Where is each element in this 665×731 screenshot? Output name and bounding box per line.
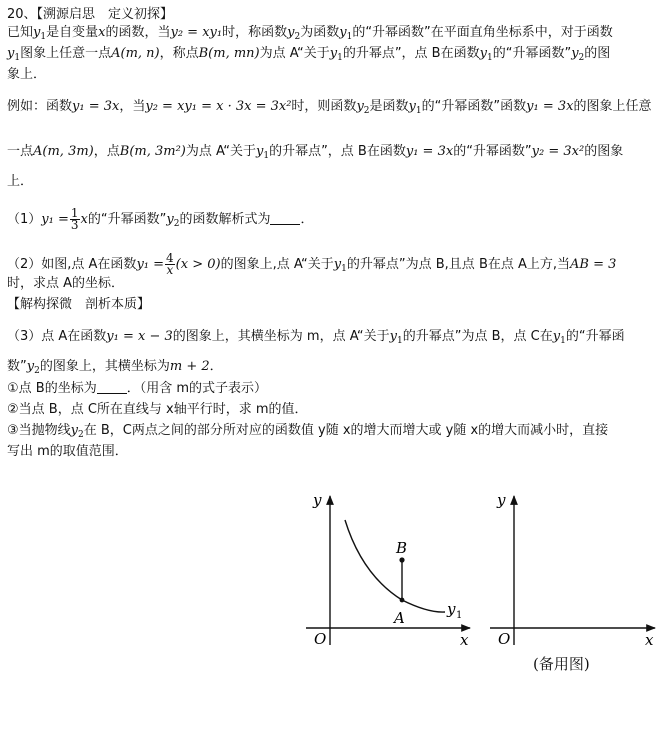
text: 的图象上，其横坐标为 [39, 359, 170, 374]
text: 时，求点 A的坐标． [7, 276, 125, 291]
text: 的“升幂函 [565, 329, 625, 344]
text: ①点 B的坐标为 [7, 381, 97, 396]
math-point-a: A(m, n) [111, 46, 160, 61]
sub-2: 2 [578, 53, 585, 63]
math-m-plus-2: m + 2 [169, 359, 210, 374]
text: ②当点 B，点 C所在直线与 x轴平行时，求 m的值． [7, 402, 308, 417]
main-figure [306, 491, 470, 649]
math-y2-def: y₂ = xy₁ [170, 25, 223, 40]
sub-1: 1 [40, 32, 47, 42]
text: ③当抛物线 [7, 423, 71, 438]
math-x: x [98, 25, 106, 40]
sub-2: 2 [294, 32, 301, 42]
sub-1: 1 [346, 32, 353, 42]
sub-2: 2 [363, 106, 370, 116]
math-y1: y [389, 329, 398, 344]
math-condition: (x > 0) [175, 257, 221, 272]
text: 时，则函数 [291, 99, 357, 114]
text: 上． [7, 174, 34, 189]
label-x: x [460, 631, 469, 649]
math-point-b: B(m, 3m²) [119, 144, 186, 159]
math-y2: y [356, 99, 364, 114]
numerator: 4 [166, 251, 174, 265]
text: 的图象 [584, 144, 624, 159]
math-y1: y [7, 46, 15, 61]
math-y1-example: y₁ = 3x [405, 144, 454, 159]
text: 的图象上，其横坐标为 m，点 A“关于 [172, 329, 390, 344]
label-y: y [497, 491, 506, 509]
text: ．（用含 m的式子表示） [126, 381, 268, 396]
text: 的升幂点”，点 B在函数 [269, 144, 406, 159]
text: 象上． [7, 67, 47, 82]
math-point-b: B(m, mn) [198, 46, 260, 61]
sub-1: 1 [397, 336, 403, 346]
math-y1: y [255, 144, 264, 159]
section-title: 【解构探微 剖析本质】 [7, 297, 151, 312]
label-origin: O [314, 630, 327, 648]
point-a [400, 598, 405, 603]
label-a: A [394, 609, 405, 627]
text: 数” [7, 359, 27, 374]
text: 的升幂点”为点 B，点 C在 [402, 329, 553, 344]
text: 的“升幂函数” [492, 46, 572, 61]
spare-figure [490, 491, 655, 649]
label-origin: O [498, 630, 511, 648]
label-b: B [396, 539, 408, 557]
math-y1: y [339, 25, 347, 40]
spare-figure-caption: (备用图) [533, 655, 590, 673]
sub-1: 1 [486, 53, 493, 63]
math-y1-eq: y₁ = [136, 257, 165, 272]
text: 写出 m的取值范围． [7, 444, 128, 459]
math-y2: y [70, 423, 79, 438]
math-y2: y [26, 359, 35, 374]
math-y2-result: y₂ = 3x² [531, 144, 585, 159]
text: 的图象上,点 A“关于 [220, 257, 334, 272]
math-x: x [80, 212, 88, 227]
text: 的函数，当 [105, 25, 171, 40]
text: ． [300, 212, 314, 227]
text: （2）如图,点 A在函数 [7, 257, 137, 272]
math-y1-example: y₁ = 3x [72, 99, 120, 114]
sub-2: 2 [173, 219, 180, 229]
text: 时，称函数 [222, 25, 288, 40]
text: 的函数解析式为 [179, 212, 271, 227]
text: 的“升幂函数” [453, 144, 532, 159]
numerator: 1 [70, 206, 79, 220]
text: （1） [7, 212, 42, 227]
text: 例如：函数 [7, 99, 73, 114]
text: 为函数 [300, 25, 340, 40]
label-x: x [645, 631, 654, 649]
text: 的“升幂函数” [87, 212, 167, 227]
math-y2: y [166, 212, 174, 227]
point-b [399, 557, 404, 562]
sub-1: 1 [263, 151, 270, 161]
denominator: x [166, 263, 174, 277]
math-y1: y [408, 99, 416, 114]
question-number: 20、 [7, 7, 37, 22]
text: （3）点 A在函数 [7, 329, 107, 344]
sub-1: 1 [337, 53, 343, 63]
math-y2: y [287, 25, 295, 40]
text: 是自变量 [46, 25, 99, 40]
text: 图象上任意一点 [20, 46, 112, 61]
sub-2: 2 [34, 366, 40, 376]
curve-y1 [345, 520, 445, 612]
math-y1: y [33, 25, 41, 40]
text: ． [209, 359, 223, 374]
text: 的升幂点”，点 B在函数 [342, 46, 480, 61]
text: 的图象上任意 [573, 99, 652, 114]
text: 的“升幂函数”函数 [421, 99, 527, 114]
sub-1: 1 [560, 336, 566, 346]
label-curve: y [447, 600, 456, 618]
section-title: 【溯源启思 定义初探】 [36, 7, 174, 22]
math-y1-eq: y₁ = [41, 212, 69, 227]
math-ab: AB = 3 [570, 257, 617, 272]
math-y2-example: y₂ = xy₁ = x · 3x = 3x² [145, 99, 292, 114]
text: ，当 [119, 99, 146, 114]
text: 是函数 [369, 99, 409, 114]
text: 为点 A“关于 [259, 46, 330, 61]
sub-2: 2 [78, 430, 84, 440]
text: 已知 [7, 25, 34, 40]
math-point-a: A(m, 3m) [33, 144, 94, 159]
sub-1: 1 [341, 264, 347, 274]
math-y1: y [479, 46, 487, 61]
sub-1: 1 [415, 106, 422, 116]
text: 的图 [584, 46, 611, 61]
sub-1: 1 [14, 53, 21, 63]
text: 在 B，C两点之间的部分所对应的函数值 y随 x的增大而增大或 y随 x的增大而减小时，直接 [83, 423, 609, 438]
label-curve-sub: 1 [456, 610, 463, 621]
text: ，点 [93, 144, 120, 159]
text: 的“升幂函数”在平面直角坐标系中，对于函数 [352, 25, 613, 40]
denominator: 3 [70, 218, 79, 232]
text: 为点 A“关于 [185, 144, 256, 159]
math-y1: y [333, 257, 342, 272]
math-y1-q3: y₁ = x − 3 [106, 329, 173, 344]
label-y: y [313, 491, 322, 509]
math-y2: y [571, 46, 579, 61]
math-y1: y [329, 46, 338, 61]
math-y1-example: y₁ = 3x [526, 99, 574, 114]
text: 的升幂点”为点 B,且点 B在点 A上方,当 [346, 257, 571, 272]
text: ，称点 [159, 46, 199, 61]
math-y1: y [552, 329, 561, 344]
text: 一点 [7, 144, 34, 159]
